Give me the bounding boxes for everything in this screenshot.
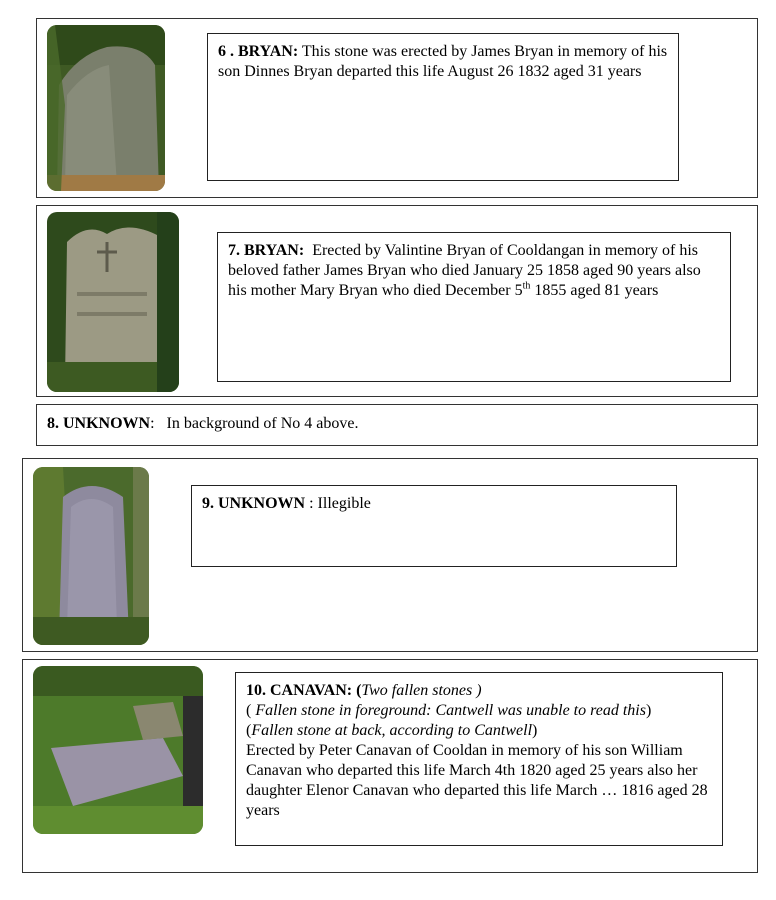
entry-8-heading: 8. UNKNOWN — [47, 415, 151, 432]
entry-10-note-3: Fallen stone at back, according to Cantwell — [251, 722, 533, 739]
entry-8-text: : In background of No 4 above. — [150, 415, 359, 432]
entry-10-text-box — [235, 672, 723, 846]
entry-6-heading: 6 . BRYAN: — [218, 43, 299, 60]
entry-10-note-2-open: ( — [246, 702, 256, 719]
entry-10-note-3-close: ) — [532, 722, 538, 739]
entry-10-note-1: Two fallen stones — [361, 682, 473, 699]
entry-10-text: Erected by Peter Canavan of Cooldan in memory of his son William Canavan who departed this life March 4th 1820 aged 25 years also her daughter Elenor Canavan who departed this life March … 1816 aged 28 years — [246, 742, 708, 819]
entry-7-superscript: th — [522, 280, 531, 292]
entry-6-text-box — [207, 33, 679, 181]
entry-9-box — [22, 458, 758, 652]
entry-6-box — [36, 18, 758, 198]
entry-10-line-3 — [246, 721, 712, 741]
entry-10-note-2-close: ) — [645, 702, 652, 719]
entry-10-line-2 — [246, 701, 712, 721]
gravestone-photo-6 — [47, 25, 165, 191]
gravestone-photo-10 — [33, 666, 203, 834]
entry-7-heading: 7. BRYAN: — [228, 242, 305, 259]
entry-10-box — [22, 659, 758, 873]
entry-9-text: : Illegible — [305, 495, 371, 512]
entry-7-text-box — [217, 232, 731, 382]
entry-9-text-box — [191, 485, 677, 567]
entry-8-line — [47, 414, 359, 434]
gravestone-photo-7 — [47, 212, 179, 392]
entry-10-note-3-open: ( — [246, 722, 252, 739]
entry-7-text-a: Erected by Valintine Bryan of Cooldangan in memory of his beloved father James Bryan who died January 25 1858 aged 90 years also his mother Mary Bryan who died December 5 — [228, 242, 701, 299]
entry-6-text: This stone was erected by James Bryan in memory of his son Dinnes Bryan departed this life August 26 1832 aged 31 years — [218, 43, 668, 80]
gravestone-photo-9 — [33, 467, 149, 645]
entry-10-heading: 10. CANAVAN: — [246, 682, 353, 699]
entry-10-paren-open: ( — [352, 682, 362, 699]
entry-8-box — [36, 404, 758, 446]
entry-10-paren-close: ) — [472, 682, 482, 699]
entry-10-line-1 — [246, 681, 712, 701]
entry-10-note-2: Fallen stone in foreground: Cantwell was unable to read this — [255, 702, 646, 719]
entry-7-text-b: 1855 aged 81 years — [534, 282, 659, 299]
entry-7-box — [36, 205, 758, 397]
entry-9-heading: 9. UNKNOWN — [202, 495, 306, 512]
